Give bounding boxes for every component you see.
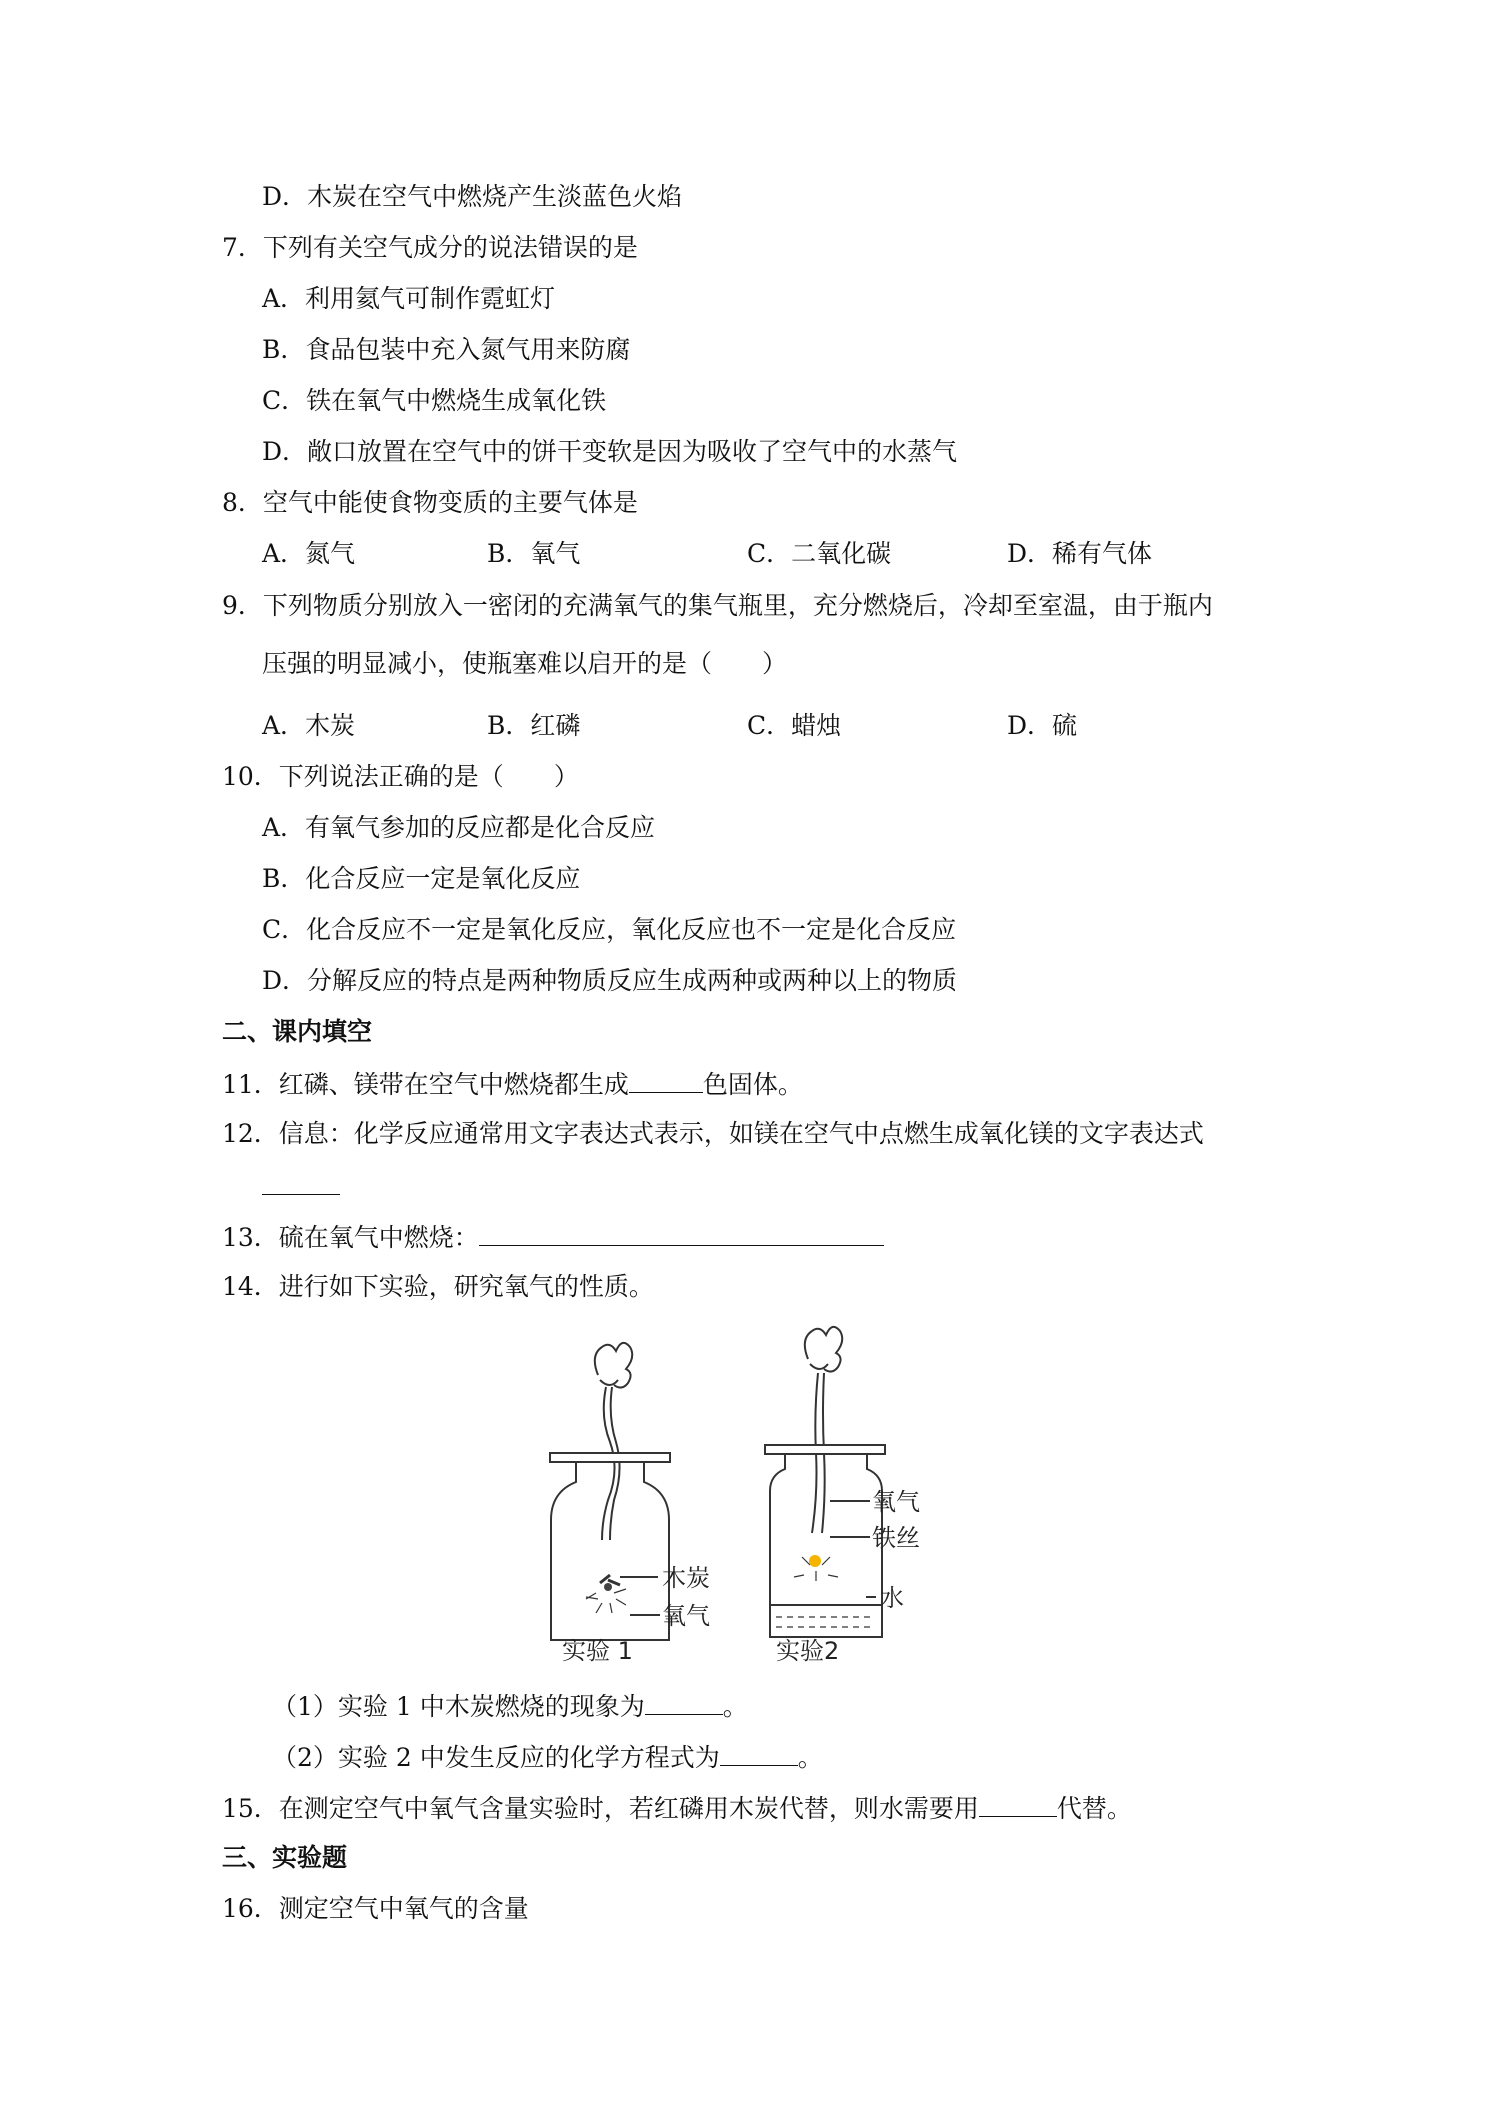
exp1-sparks [586, 1589, 626, 1613]
q8-option-a: A．氮气 [262, 539, 356, 568]
q9-option-c: C．蜡烛 [747, 711, 842, 740]
exp1-charcoal [600, 1575, 620, 1585]
exp1-hand-icon [595, 1343, 632, 1388]
exp1-glass-plate [550, 1453, 670, 1462]
exp2-caption: 实验2 [776, 1637, 840, 1665]
section-3-heading: 三、实验题 [222, 1843, 348, 1872]
q7-option-a: A．利用氦气可制作霓虹灯 [262, 284, 556, 313]
q10-option-d: D．分解反应的特点是两种物质反应生成两种或两种以上的物质 [262, 966, 958, 995]
q11-text-before: 11．红磷、镁带在空气中燃烧都生成 [222, 1070, 629, 1099]
q12-blank-line [262, 1168, 340, 1204]
q9-option-a: A．木炭 [262, 711, 356, 740]
exp2-jar [770, 1454, 882, 1637]
q7-option-d: D．敞口放置在空气中的饼干变软是因为吸收了空气中的水蒸气 [262, 437, 958, 466]
q12-text: 12．信息：化学反应通常用文字表达式表示，如镁在空气中点燃生成氧化镁的文字表达式 [222, 1119, 1204, 1148]
q11-text-after: 色固体。 [702, 1070, 803, 1099]
exp2-flame [809, 1555, 821, 1567]
q14-sub1 [272, 1688, 748, 1724]
q10-option-a: A．有氧气参加的反应都是化合反应 [262, 813, 656, 842]
exp1-label-oxygen: 氧气 [662, 1602, 710, 1630]
q14-sub2-blank [720, 1739, 798, 1766]
q6-option-d: D．木炭在空气中燃烧产生淡蓝色火焰 [262, 182, 683, 211]
q14-sub1-before: （1）实验 1 中木炭燃烧的现象为 [272, 1692, 645, 1721]
exp2-glass-plate [765, 1445, 885, 1454]
q8-option-b: B．氧气 [487, 539, 581, 568]
q12-blank [262, 1168, 340, 1195]
exp2-label-iron: 铁丝 [872, 1524, 920, 1552]
exp1-glow [604, 1583, 612, 1591]
exp2-hand-icon [805, 1327, 842, 1372]
exp1-jar [551, 1462, 669, 1640]
q16-text: 16．测定空气中氧气的含量 [222, 1894, 529, 1923]
q9-stem-line2: 压强的明显减小，使瓶塞难以启开的是（ ） [262, 649, 788, 678]
section-2-heading: 二、课内填空 [222, 1017, 373, 1046]
q9-stem-line1: 9．下列物质分别放入一密闭的充满氧气的集气瓶里，充分燃烧后，冷却至室温，由于瓶内 [222, 591, 1213, 620]
exp2-label-oxygen: 氧气 [872, 1488, 920, 1516]
experiment-figure [540, 1325, 960, 1665]
q14-sub1-after: 。 [722, 1692, 748, 1721]
q13-text: 13．硫在氧气中燃烧： [222, 1223, 479, 1252]
q8-option-d: D．稀有气体 [1007, 539, 1153, 568]
q11-blank [629, 1066, 703, 1093]
exp1-label-charcoal: 木炭 [662, 1564, 710, 1592]
q8-option-c: C．二氧化碳 [747, 539, 892, 568]
q9-option-d: D．硫 [1007, 711, 1078, 740]
q13-line [222, 1219, 884, 1255]
q11-line [222, 1066, 803, 1102]
experiment-diagram [540, 1325, 960, 1665]
q13-blank [479, 1219, 884, 1246]
q7-option-b: B．食品包装中充入氮气用来防腐 [262, 335, 631, 364]
exp2-label-water: 水 [880, 1584, 904, 1612]
q8-stem: 8．空气中能使食物变质的主要气体是 [222, 488, 638, 517]
q10-option-c: C．化合反应不一定是氧化反应，氧化反应也不一定是化合反应 [262, 915, 957, 944]
q7-option-c: C．铁在氧气中燃烧生成氧化铁 [262, 386, 607, 415]
q15-blank [979, 1790, 1057, 1817]
q14-sub1-blank [645, 1688, 723, 1715]
q15-text-after: 代替。 [1056, 1794, 1132, 1823]
q14-sub2-before: （2）实验 2 中发生反应的化学方程式为 [272, 1743, 720, 1772]
q14-sub2-after: 。 [797, 1743, 823, 1772]
q14-sub2 [272, 1739, 823, 1775]
exp1-wire [602, 1387, 615, 1540]
exp1-caption: 实验 1 [562, 1637, 633, 1665]
q15-line [222, 1790, 1132, 1826]
q7-stem: 7．下列有关空气成分的说法错误的是 [222, 233, 638, 262]
q10-option-b: B．化合反应一定是氧化反应 [262, 864, 581, 893]
q15-text-before: 15．在测定空气中氧气含量实验时，若红磷用木炭代替，则水需要用 [222, 1794, 979, 1823]
q14-stem: 14．进行如下实验，研究氧气的性质。 [222, 1272, 654, 1301]
q9-option-b: B．红磷 [487, 711, 581, 740]
q10-stem: 10．下列说法正确的是（ ） [222, 762, 579, 791]
